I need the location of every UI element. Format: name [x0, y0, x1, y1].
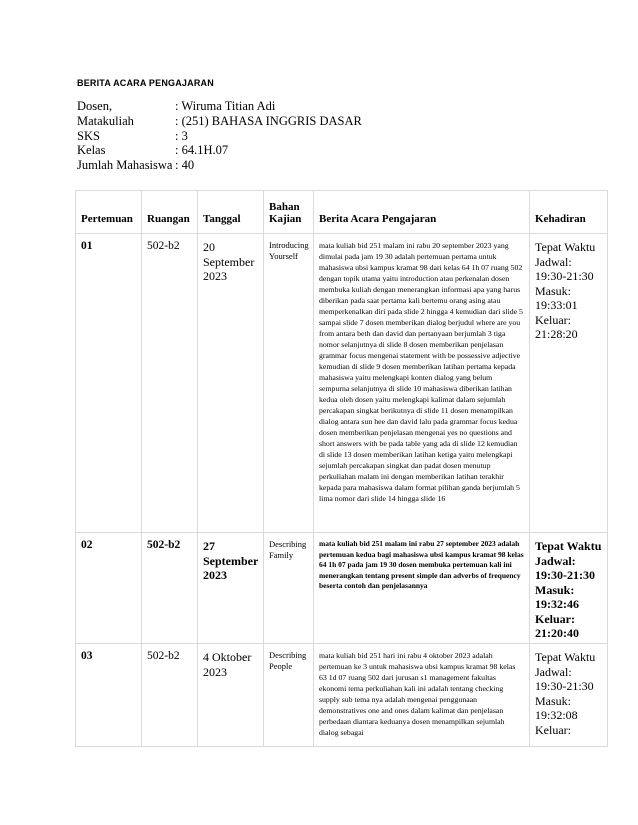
cell-pertemuan: 03	[76, 644, 142, 747]
cell-bahan-kajian: Describing Family	[264, 533, 314, 644]
kehadiran-keluar-value: 21:28:20	[535, 327, 578, 341]
kehadiran-masuk-value: 19:32:46	[535, 597, 579, 611]
kehadiran-keluar-label: Keluar:	[535, 312, 571, 327]
cell-ruangan: 502-b2	[142, 644, 198, 747]
header-ruangan: Ruangan	[142, 191, 198, 234]
table-row	[76, 644, 608, 747]
header-pertemuan: Pertemuan	[76, 191, 142, 234]
cell-bahan-kajian: Introducing Yourself	[264, 234, 314, 533]
kehadiran-status: Tepat Waktu	[535, 240, 596, 254]
info-value: : 40	[175, 158, 195, 173]
cell-kehadiran	[530, 644, 608, 747]
info-key: Matakuliah	[77, 113, 134, 128]
kehadiran-masuk-value: 19:32:08	[535, 708, 578, 722]
cell-kehadiran	[530, 234, 608, 533]
kehadiran-status: Tepat Waktu	[535, 650, 596, 664]
info-value: : 3	[175, 128, 188, 143]
info-row-jumlah	[77, 158, 362, 173]
cell-tanggal: 4 Oktober 2023	[198, 644, 264, 747]
kehadiran-jadwal-value: 19:30-21:30	[535, 679, 594, 693]
kehadiran-status: Tepat Waktu	[535, 539, 602, 553]
info-row-matakuliah	[77, 114, 362, 129]
attendance-table-container	[75, 190, 607, 747]
attendance-table	[75, 190, 608, 747]
kehadiran-jadwal-label: Jadwal:	[535, 254, 572, 269]
kehadiran-jadwal-value: 19:30-21:30	[535, 568, 595, 582]
table-row	[76, 234, 608, 533]
cell-kehadiran	[530, 533, 608, 644]
cell-berita-acara: mata kuliah bid 251 malam ini rabu 27 september 2023 adalah pertemuan kedua bagi mahasiswa ubsi kampus kramat 98 kelas 64 1h 07 pada jam 19 30 dosen membuka pertemuan kali ini menerangkan tentang present simple dan adverbs of frequency beserta contoh dan penjelasannya	[314, 533, 530, 644]
info-key: Dosen,	[77, 99, 113, 113]
kehadiran-masuk-value: 19:33:01	[535, 298, 578, 312]
info-row-dosen	[77, 99, 362, 114]
header-kehadiran: Kehadiran	[530, 191, 608, 234]
cell-berita-acara: mata kuliah bid 251 hari ini rabu 4 oktober 2023 adalah pertemuan ke 3 untuk mahasiswa ubsi kampus kramat 98 kelas 63 1d 07 ruang 502 dari jurusan s1 management fakultas ekonomi tema perkuliahan kali ini adalah tentang checking supply sub tema nya adalah mengenai penggunaan demonstratives one and ones dalam kalimat dan penjelasan perbedaan diantara keduanya dosen menampilkan sejumlah dialog sebagai	[314, 644, 530, 747]
cell-tanggal: 20 September 2023	[198, 234, 264, 533]
kehadiran-masuk-label: Masuk:	[535, 693, 571, 708]
header-berita-acara: Berita Acara Pengajaran	[314, 191, 530, 234]
cell-tanggal: 27 September 2023	[198, 533, 264, 644]
cell-bahan-kajian: Describing People	[264, 644, 314, 747]
kehadiran-masuk-label: Masuk:	[535, 283, 571, 298]
cell-pertemuan: 02	[76, 533, 142, 644]
info-key: Kelas	[77, 143, 106, 158]
header-bahan-kajian: Bahan Kajian	[264, 191, 314, 234]
info-row-kelas	[77, 143, 362, 158]
kehadiran-jadwal-label: Jadwal:	[535, 553, 576, 568]
cell-ruangan: 502-b2	[142, 234, 198, 533]
cell-berita-acara: mata kuliah bid 251 malam ini rabu 20 september 2023 yang dimulai pada jam 19 30 adalah pertemuan pertama untuk mahasiswa ubsi kampus kramat 98 dari kelas 64 1h 07 ruang 502 dengan topik utama yaitu introduction atau perkenalan dosen membuka kuliah dengan menerangkan informasi apa yang harus diberikan pada saat pertama kali bertemu orang asing atau memperkenalkan diri pada slide 2 hingga 4 kemudian dari slide 5 sampai slide 7 dosen memberikan dialog berjudul where are you from antara beth dan david dan pertanyaan berjumlah 3 tiga nomor selanjutnya di slide 8 dosen memberikan penjelasan grammar focus mengenai statement with be possessive adjective kemudian di slide 9 dosen memberikan latihan pertama kepada mahasiswa yaitu melengkapi konten dialog yang belum sempurna selanjutnya di slide 10 mahasiswa diberikan latihan kedua oleh dosen yaitu melengkapi kalimat dalam sejumlah percakapan singkat berikutnya di slide 11 dosen menampilkan dialog antara sun hee dan david lalu pada grammar focus kedua dosen memberikan penjelasan mengenai yes no questions and short answers with be pada table yang ada di slide 12 kemudian di slide 13 dosen memberikan latihan ketiga yaitu melengkapi sejumlah percakapan singkat dan padat dosen menutup perkuliahan malam ini dengan memberikan latihan terakhir kepada para mahasiswa dalam format pilihan ganda berjumlah 5 lima nomor dari slide 14 hingga slide 16	[314, 234, 530, 533]
kehadiran-jadwal-label: Jadwal:	[535, 664, 572, 679]
course-info	[77, 99, 362, 173]
kehadiran-keluar-value: 21:20:40	[535, 626, 579, 640]
info-value: : (251) BAHASA INGGRIS DASAR	[175, 113, 362, 128]
info-key: Jumlah Mahasiswa	[77, 158, 173, 173]
table-header-row	[76, 191, 608, 234]
info-value: : 64.1H.07	[175, 143, 229, 158]
kehadiran-keluar-label: Keluar:	[535, 611, 575, 626]
kehadiran-jadwal-value: 19:30-21:30	[535, 269, 594, 283]
kehadiran-keluar-label: Keluar:	[535, 722, 571, 737]
info-value: : Wiruma Titian Adi	[175, 99, 276, 113]
kehadiran-masuk-label: Masuk:	[535, 582, 575, 597]
table-row	[76, 533, 608, 644]
info-row-sks	[77, 129, 362, 144]
cell-ruangan: 502-b2	[142, 533, 198, 644]
cell-pertemuan: 01	[76, 234, 142, 533]
info-key: SKS	[77, 128, 100, 143]
header-tanggal: Tanggal	[198, 191, 264, 234]
document-title: BERITA ACARA PENGAJARAN	[77, 78, 214, 88]
